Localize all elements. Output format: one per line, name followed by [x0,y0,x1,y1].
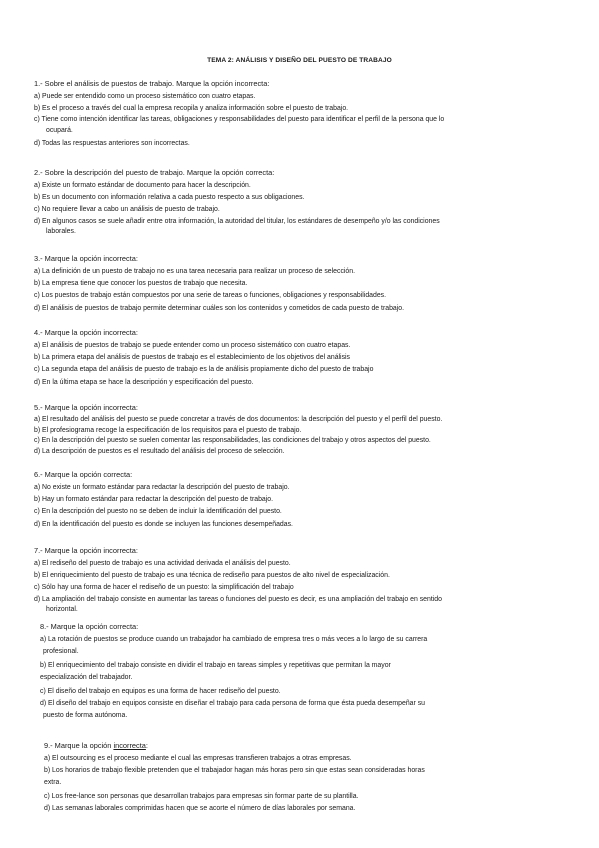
question-header: 4.- Marque la opción incorrecta: [34,328,138,337]
option-b: b) El enriquecimiento del puesto de trabajo es una técnica de rediseño para puestos de alto nivel de especialización. [34,572,390,580]
option-d: d) El diseño del trabajo en equipos consiste en diseñar el trabajo para cada persona de forma que ésta pueda desempeñar su puesto de forma autónoma. [40,700,425,720]
option-b: b) Hay un formato estándar para redactar la descripción del puesto de trabajo. [34,496,274,504]
option-b: b) Los horarios de trabajo flexible pretenden que el trabajador hagan más horas pero sin que estas sean consideradas horas extra. [44,767,425,787]
question-1 [34,79,574,151]
question-9 [44,741,584,816]
option-a: a) El rediseño del puesto de trabajo es una actividad derivada el análisis del puesto. [34,560,291,567]
option-a: a) No existe un formato estándar para redactar la descripción del puesto de trabajo. [34,484,290,491]
option-b: b) Es el proceso a través del cual la empresa recopila y analiza información sobre el puesto de trabajo. [34,105,349,113]
option-b: b) El enriquecimiento del trabajo consiste en dividir el trabajo en tareas simples y repetitivas que permitan la mayor especialización del trabajador. [40,662,391,681]
option-a: a) La rotación de puestos se produce cuando un trabajador ha cambiado de empresa tres o más veces a lo largo de su carrera profesional. [40,636,428,655]
option-c: c) Los free-lance son personas que desarrollan trabajos para empresas sin formar parte de su plantilla. [44,793,359,801]
question-header: 3.- Marque la opción incorrecta: [34,254,138,263]
question-7 [34,546,574,618]
option-d: d) Las semanas laborales comprimidas hacen que se acorte el número de días laborales por semana. [44,805,356,813]
option-c: c) Los puestos de trabajo están compuestos por una serie de tareas o funciones, obligaciones y responsabilidades. [34,292,387,300]
option-d: d) La descripción de puestos es el resultado del análisis del proceso de selección. [34,447,285,455]
option-a: a) El resultado del análisis del puesto se puede concretar a través de dos documentos: la descripción del puesto y el perfil del puesto. [34,416,443,423]
option-b: b) La empresa tiene que conocer los puestos de trabajo que necesita. [34,280,248,288]
question-header: 7.- Marque la opción incorrecta: [34,546,138,555]
option-b: b) Es un documento con información relativa a cada puesto respecto a sus obligaciones. [34,194,305,202]
question-5 [34,403,574,457]
option-c: c) En la descripción del puesto se suelen comentar las responsabilidades, las condiciones del trabajo y otros aspectos del puesto. [34,437,431,444]
option-d: d) El análisis de puestos de trabajo permite determinar cuáles son los contenidos y cometidos de cada puesto de trabajo. [34,304,405,312]
question-6 [34,470,574,531]
option-c: c) No requiere llevar a cabo un análisis de puesto de trabajo. [34,206,220,214]
option-c: c) Sólo hay una forma de hacer el rediseño de un puesto: la simplificación del trabajo [34,584,294,592]
question-header: 2.- Sobre la descripción del puesto de trabajo. Marque la opción correcta: [34,168,275,177]
option-a: a) La definición de un puesto de trabajo no es una tarea necesaria para realizar un proceso de selección. [34,268,356,275]
option-d: d) En la identificación del puesto es donde se incluyen las funciones desempeñadas. [34,520,293,528]
option-b: b) La primera etapa del análisis de puestos de trabajo es el establecimiento de los objetivos del análisis [34,354,351,362]
option-d: d) En la última etapa se hace la descripción y especificación del puesto. [34,378,254,386]
question-3 [34,254,574,315]
option-b: b) El profesiograma recoge la especificación de los requisitos para el puesto de trabajo. [34,426,302,434]
question-4 [34,328,574,389]
option-d: d) En algunos casos se suele añadir entre otra información, la autoridad del titular, los estándares de desempeño y/o las condiciones laborales. [34,217,440,236]
option-c: c) El diseño del trabajo en equipos es una forma de hacer rediseño del puesto. [40,688,281,695]
question-header: 9.- Marque la opción incorrecta: [44,741,148,750]
option-c: c) En la descripción del puesto no se deben de incluir la identificación del puesto. [34,508,282,516]
option-a: a) El outsourcing es el proceso mediante el cual las empresas transfieren trabajos a otras empresas. [44,755,352,762]
question-8 [40,622,580,724]
question-2 [34,168,574,240]
question-header: 5.- Marque la opción incorrecta: [34,403,138,412]
question-header: 6.- Marque la opción correcta: [34,470,133,479]
option-a: a) Existe un formato estándar de documento para hacer la descripción. [34,182,251,189]
option-a: a) Puede ser entendido como un proceso sistemático con cuatro etapas. [34,93,256,100]
question-header: 8.- Marque la opción correcta: [40,622,139,631]
option-d: d) La ampliación del trabajo consiste en aumentar las tareas o funciones del puesto es decir, es una ampliación del trabajo en sentido horizontal. [34,595,442,614]
option-d: d) Todas las respuestas anteriores son incorrectas. [34,140,190,148]
option-c: c) La segunda etapa del análisis de puesto de trabajo es la de análisis propiamente dicho del puesto de trabajo [34,366,374,374]
option-c: c) Tiene como intención identificar las tareas, obligaciones y responsabilidades del puesto para identificar el perfil de la persona que lo ocupará. [34,116,445,134]
option-a: a) El análisis de puestos de trabajo se puede entender como un proceso sistemático con cuatro etapas. [34,342,351,349]
question-header: 1.- Sobre el análisis de puestos de trabajo. Marque la opción incorrecta: [34,79,270,88]
document-title: TEMA 2: ANÁLISIS Y DISEÑO DEL PUESTO DE TRABAJO [207,57,392,64]
